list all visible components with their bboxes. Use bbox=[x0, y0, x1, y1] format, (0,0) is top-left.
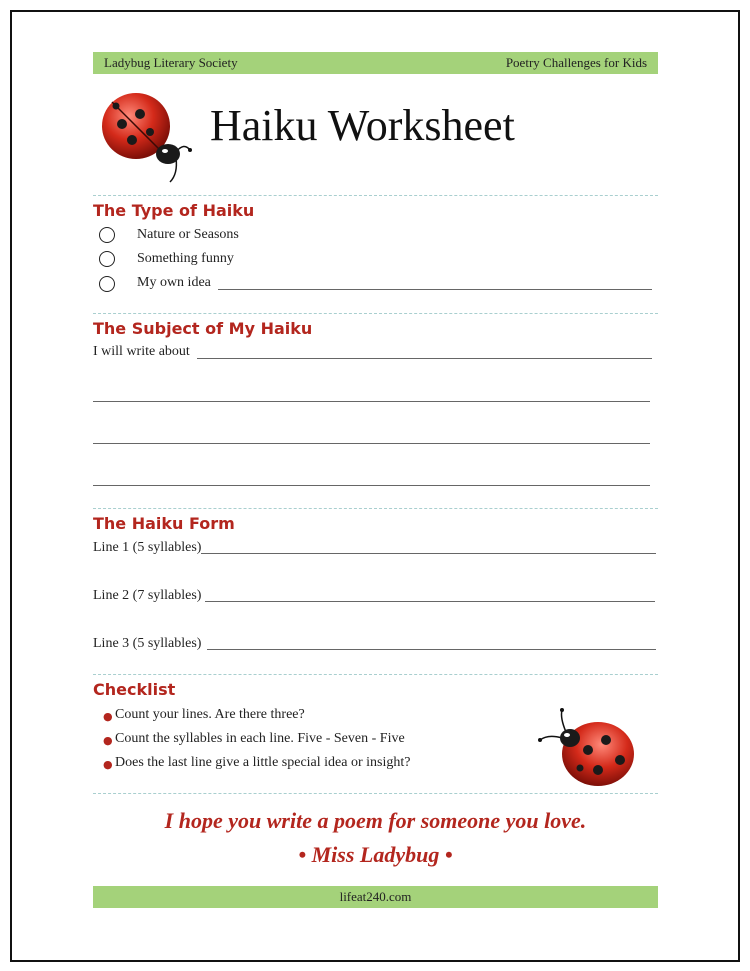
bullet-icon: ● bbox=[103, 734, 113, 747]
checklist-item: Count your lines. Are there three? bbox=[115, 707, 305, 722]
checklist-item: Count the syllables in each line. Five - Seven - Five bbox=[115, 731, 405, 746]
divider bbox=[93, 508, 658, 509]
form-heading: The Haiku Form bbox=[93, 514, 235, 533]
write-line[interactable] bbox=[218, 289, 652, 290]
divider bbox=[93, 674, 658, 675]
checklist-item: Does the last line give a little special idea or insight? bbox=[115, 755, 411, 770]
closing-quote: I hope you write a poem for someone you love. bbox=[164, 808, 587, 833]
write-line[interactable] bbox=[93, 485, 650, 486]
option-radio[interactable] bbox=[99, 251, 115, 267]
write-line[interactable] bbox=[93, 443, 650, 444]
header-right: Poetry Challenges for Kids bbox=[505, 55, 647, 70]
write-line[interactable] bbox=[197, 358, 652, 359]
footer-link[interactable]: lifeat240.com bbox=[339, 889, 412, 904]
form-line-label: Line 2 (7 syllables) bbox=[93, 588, 202, 603]
option-label: My own idea bbox=[137, 275, 211, 290]
option-radio[interactable] bbox=[99, 227, 115, 243]
bullet-icon: ● bbox=[103, 758, 113, 771]
divider bbox=[93, 793, 658, 794]
divider bbox=[93, 313, 658, 314]
option-label: Nature or Seasons bbox=[137, 227, 239, 242]
option-label: Something funny bbox=[137, 251, 234, 266]
write-line[interactable] bbox=[207, 649, 656, 650]
subject-heading: The Subject of My Haiku bbox=[93, 319, 313, 338]
write-line[interactable] bbox=[201, 553, 656, 554]
subject-prompt: I will write about bbox=[93, 344, 190, 359]
checklist-heading: Checklist bbox=[93, 680, 176, 699]
ladybug-icon bbox=[98, 92, 198, 184]
header-left: Ladybug Literary Society bbox=[104, 55, 238, 70]
write-line[interactable] bbox=[205, 601, 655, 602]
signature: • Miss Ladybug • bbox=[298, 842, 453, 867]
footer-bar bbox=[93, 886, 658, 908]
write-line[interactable] bbox=[93, 401, 650, 402]
header-bar bbox=[93, 52, 658, 74]
type-heading: The Type of Haiku bbox=[93, 201, 255, 220]
bullet-icon: ● bbox=[103, 710, 113, 723]
option-radio[interactable] bbox=[99, 276, 115, 292]
form-line-label: Line 1 (5 syllables) bbox=[93, 540, 202, 555]
ladybug-icon bbox=[536, 708, 640, 790]
page-title: Haiku Worksheet bbox=[210, 101, 515, 150]
divider bbox=[93, 195, 658, 196]
form-line-label: Line 3 (5 syllables) bbox=[93, 636, 202, 651]
